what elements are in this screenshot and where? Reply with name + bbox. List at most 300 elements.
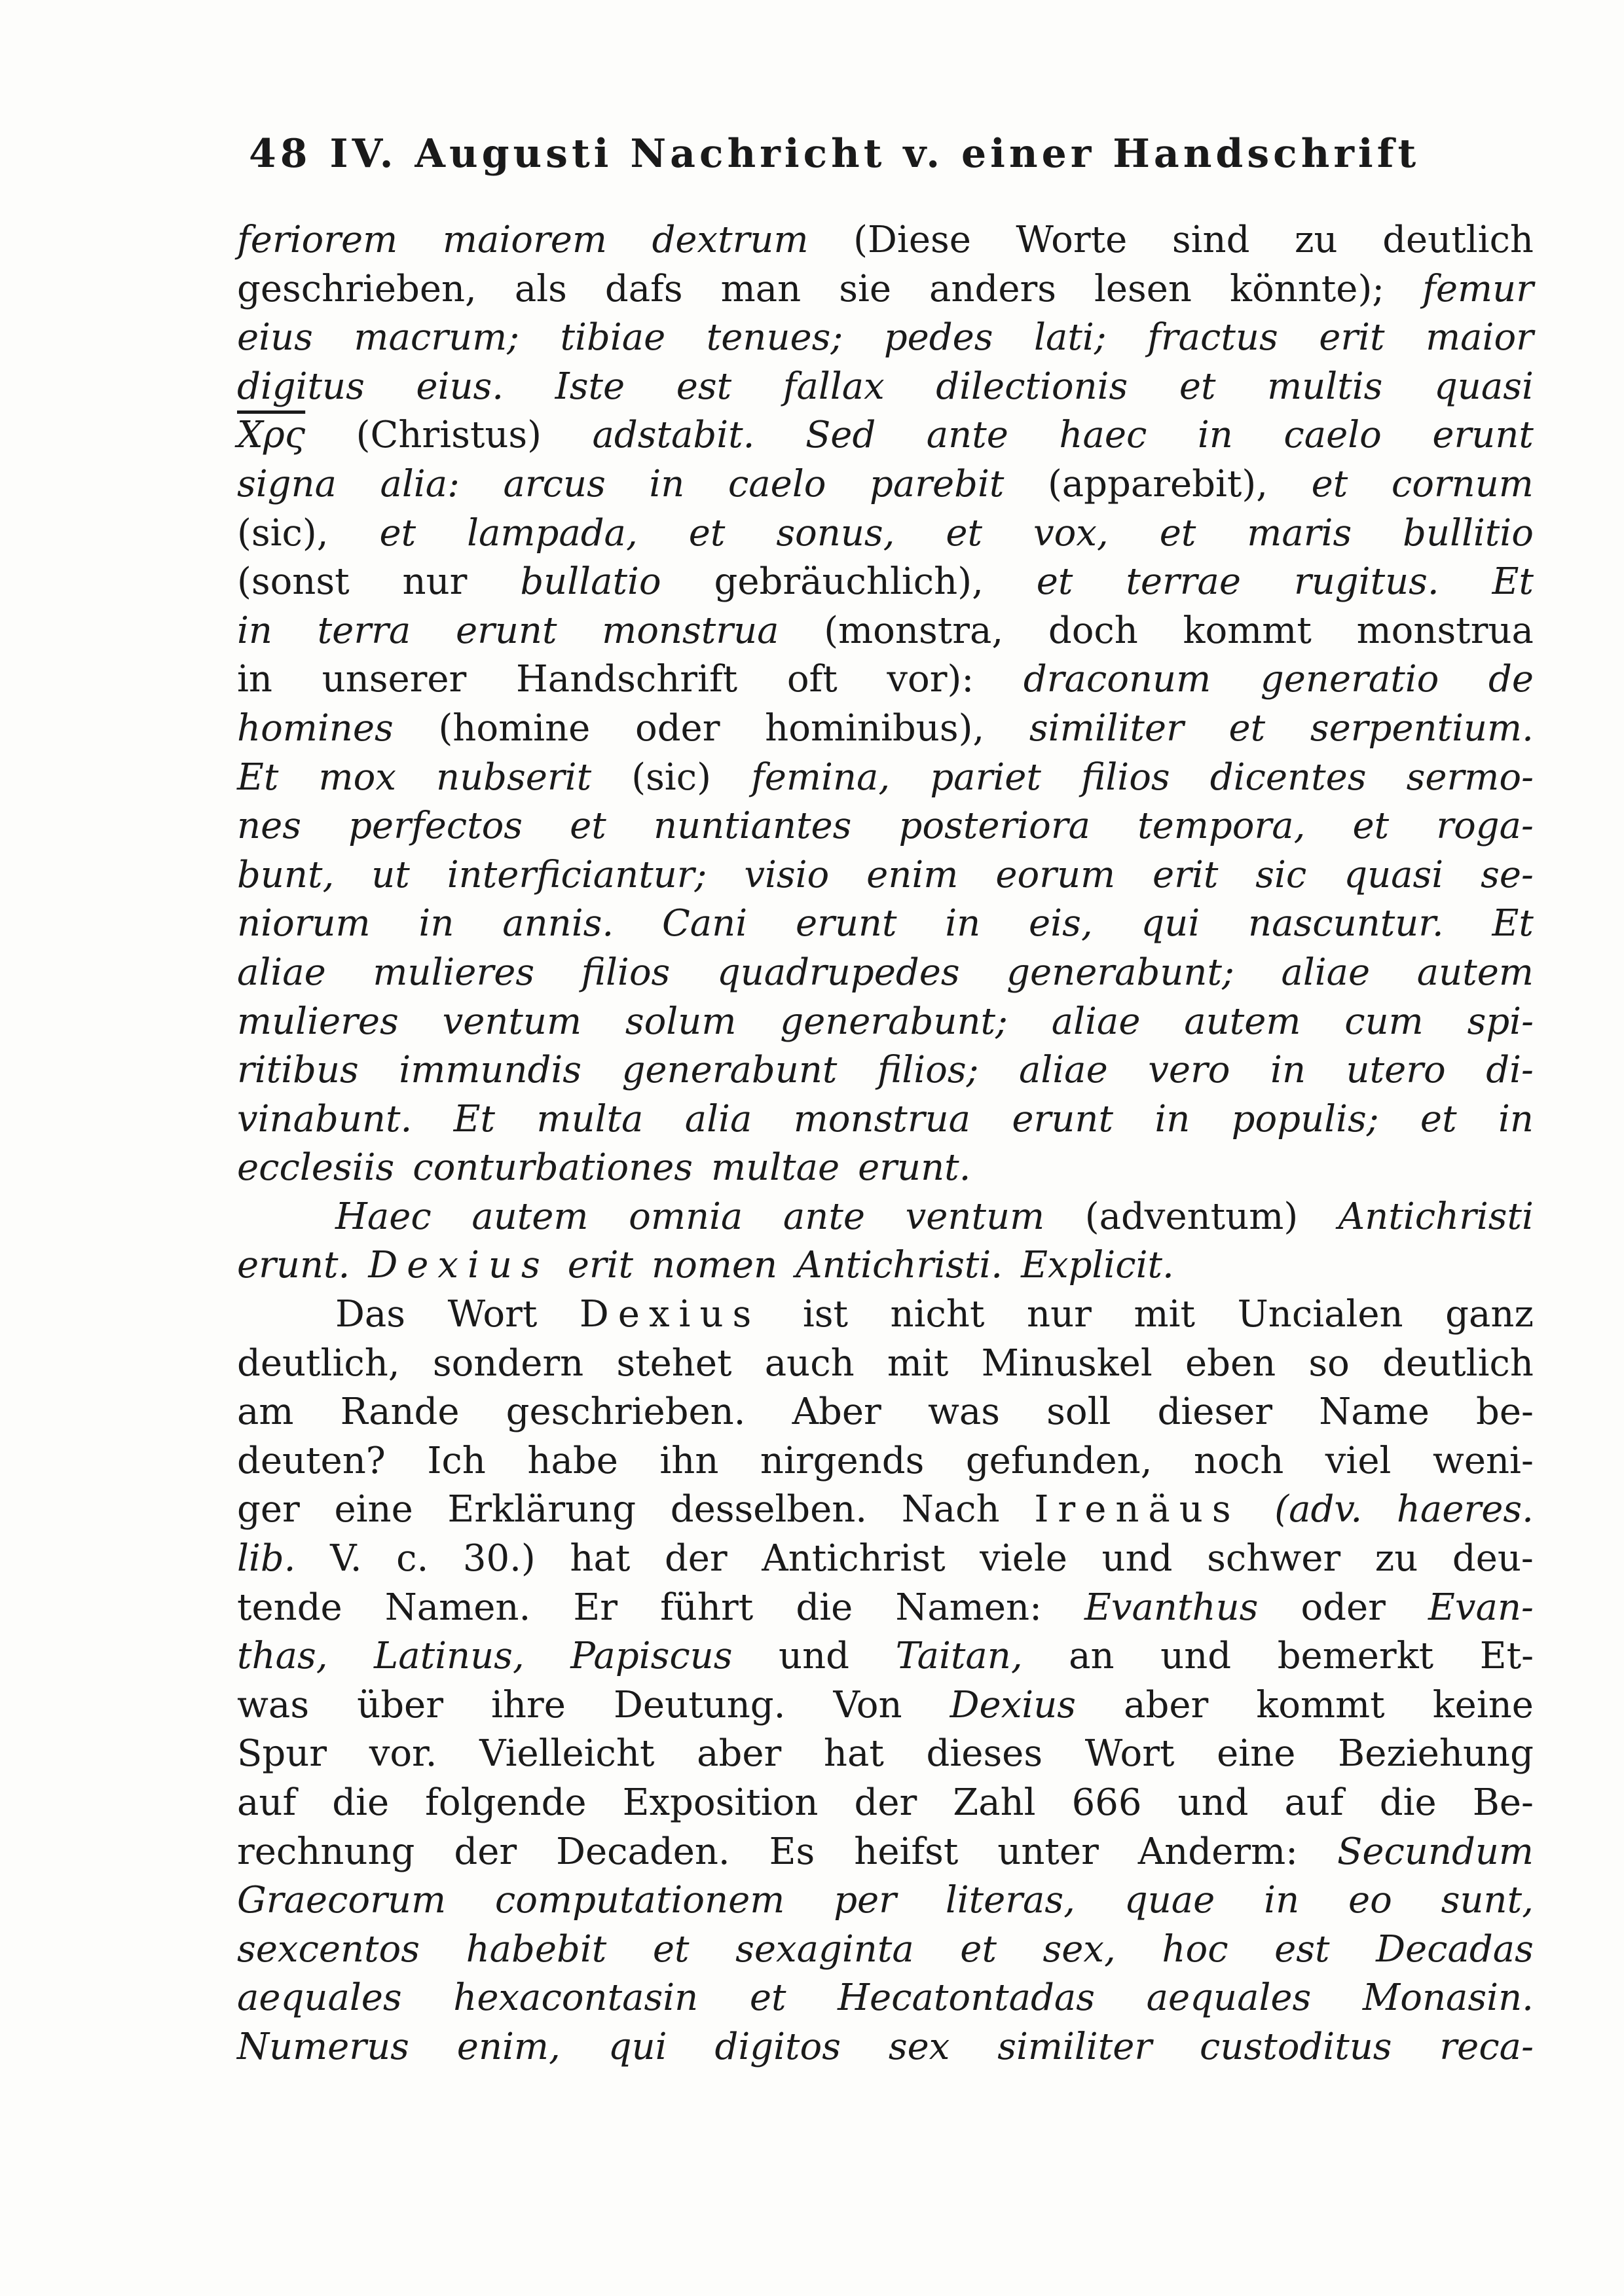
word: dieser bbox=[1157, 1391, 1273, 1434]
word: lesen bbox=[1094, 267, 1192, 310]
word: mulieres bbox=[237, 1000, 399, 1043]
word: eis, bbox=[1029, 902, 1093, 945]
word: nuntiantes bbox=[653, 805, 852, 848]
word: Erklärung bbox=[447, 1488, 637, 1531]
text-line bbox=[237, 1584, 1534, 1633]
word: vox, bbox=[1033, 511, 1109, 555]
word: tende bbox=[237, 1586, 342, 1629]
word: aliae bbox=[237, 951, 326, 994]
word: Zahl bbox=[953, 1781, 1036, 1824]
text-line bbox=[237, 460, 1534, 509]
word: vinabunt. bbox=[237, 1097, 413, 1140]
text-line bbox=[237, 1632, 1534, 1681]
word: spi- bbox=[1467, 1000, 1534, 1043]
word: solum bbox=[625, 1000, 737, 1043]
word: aliae bbox=[1281, 951, 1371, 994]
text-line bbox=[237, 998, 1534, 1047]
word: habebit bbox=[466, 1927, 607, 1971]
word: erunt bbox=[795, 902, 897, 945]
word: am bbox=[237, 1391, 294, 1434]
word: maris bbox=[1247, 511, 1352, 555]
word: ante bbox=[926, 414, 1008, 457]
word: et bbox=[1420, 1097, 1457, 1140]
word: ut bbox=[371, 853, 410, 896]
word: folgende bbox=[425, 1781, 587, 1824]
word: dafs bbox=[604, 267, 683, 310]
word: similiter bbox=[997, 2025, 1153, 2068]
word: multa bbox=[536, 1097, 644, 1140]
word: Wort bbox=[1084, 1732, 1175, 1776]
word: homines bbox=[237, 706, 394, 750]
word: terrae bbox=[1126, 560, 1242, 604]
word: in bbox=[418, 902, 454, 945]
word: enim, bbox=[456, 2025, 561, 2068]
word: Antichristi bbox=[1338, 1195, 1534, 1238]
text-line bbox=[237, 2023, 1534, 2072]
word: est bbox=[1274, 1927, 1330, 1971]
word: Explicit. bbox=[1021, 1244, 1174, 1287]
word: omnia bbox=[629, 1195, 743, 1238]
word: c. bbox=[396, 1537, 429, 1580]
word: Worte bbox=[1016, 219, 1128, 261]
word: generatio bbox=[1260, 658, 1439, 701]
text-line bbox=[237, 1779, 1534, 1828]
word: in bbox=[945, 902, 981, 945]
word: in bbox=[1270, 1049, 1306, 1092]
word: stehet bbox=[616, 1341, 732, 1385]
word: gefunden, bbox=[965, 1439, 1153, 1482]
text-line bbox=[237, 1437, 1534, 1486]
word: Et bbox=[1492, 560, 1534, 604]
word: kommt bbox=[1183, 609, 1312, 652]
word: deuten? bbox=[237, 1439, 386, 1482]
word: erunt. bbox=[237, 1244, 350, 1287]
word: et bbox=[688, 511, 726, 555]
word: et bbox=[1159, 511, 1196, 555]
word: eben bbox=[1185, 1341, 1276, 1385]
word: digitos bbox=[714, 2025, 841, 2068]
word: hominibus), bbox=[765, 706, 985, 750]
word: Papiscus bbox=[570, 1635, 733, 1678]
word: terra bbox=[317, 609, 411, 652]
word: maior bbox=[1426, 316, 1534, 359]
word: sonus, bbox=[776, 511, 895, 555]
header-title: IV. Augusti Nachricht v. einer Handschrift bbox=[329, 131, 1420, 177]
word: Deutung. bbox=[614, 1683, 786, 1726]
word: Aber bbox=[792, 1391, 881, 1434]
word: be- bbox=[1475, 1391, 1534, 1434]
word: vero bbox=[1148, 1049, 1230, 1092]
word: mit bbox=[1134, 1293, 1195, 1336]
word: 666 bbox=[1071, 1781, 1142, 1824]
page-number: 48 bbox=[249, 131, 312, 177]
word: dilectionis bbox=[936, 365, 1128, 408]
word: Cani bbox=[661, 902, 748, 945]
word: lib. bbox=[237, 1537, 296, 1580]
word: reca- bbox=[1439, 2025, 1534, 2068]
word: caelo bbox=[728, 462, 826, 505]
word: Vielleicht bbox=[479, 1732, 655, 1776]
word: Evanthus bbox=[1084, 1586, 1259, 1629]
word: Monasin. bbox=[1362, 1977, 1534, 2020]
word: generabunt bbox=[621, 1049, 838, 1092]
word: unserer bbox=[322, 658, 467, 701]
word: $\overline{X\rho\varsigma}$ bbox=[237, 414, 306, 457]
word: Decaden. bbox=[556, 1830, 730, 1873]
word: (adv. bbox=[1274, 1488, 1363, 1531]
word: erit bbox=[567, 1244, 634, 1287]
word: 30.) bbox=[462, 1537, 536, 1580]
word: Et bbox=[237, 756, 279, 799]
word: doch bbox=[1048, 609, 1138, 652]
word: sermo- bbox=[1406, 756, 1534, 799]
word: hat bbox=[823, 1732, 884, 1776]
word: in bbox=[237, 658, 272, 701]
word: posteriora bbox=[898, 805, 1091, 848]
word: niorum bbox=[237, 902, 371, 945]
word: multae bbox=[711, 1146, 840, 1190]
word: nascuntur. bbox=[1248, 902, 1444, 945]
word: deu- bbox=[1452, 1537, 1534, 1580]
word: nicht bbox=[890, 1293, 985, 1336]
word: tenues; bbox=[706, 316, 843, 359]
word: Et bbox=[453, 1097, 496, 1140]
word: deutlich bbox=[1382, 219, 1534, 261]
word: se- bbox=[1481, 853, 1534, 896]
word: haeres. bbox=[1396, 1488, 1534, 1531]
word: per bbox=[834, 1879, 896, 1922]
text-line bbox=[237, 1241, 1534, 1290]
word: und bbox=[1160, 1635, 1232, 1678]
word: (Diese bbox=[853, 219, 971, 261]
word: erit bbox=[1319, 316, 1385, 359]
word: nomen bbox=[652, 1244, 778, 1287]
word: sondern bbox=[432, 1341, 584, 1385]
word: interficiantur; bbox=[447, 853, 707, 896]
word: so bbox=[1308, 1341, 1350, 1385]
word: erit bbox=[1153, 853, 1219, 896]
word: Dexius bbox=[579, 1293, 761, 1336]
word: sex, bbox=[1043, 1927, 1116, 1971]
word: dicentes bbox=[1209, 756, 1367, 799]
word: femur bbox=[1422, 267, 1534, 310]
word: signa bbox=[237, 462, 337, 505]
text-line bbox=[237, 1290, 1534, 1339]
text-line bbox=[237, 754, 1534, 803]
word: habe bbox=[527, 1439, 618, 1482]
word: nur bbox=[1027, 1293, 1092, 1336]
word: Et bbox=[1492, 902, 1534, 945]
word: draconum bbox=[1023, 658, 1211, 701]
word: vor. bbox=[369, 1732, 437, 1776]
word: Beziehung bbox=[1338, 1732, 1534, 1776]
word: eine bbox=[1217, 1732, 1296, 1776]
word: eo bbox=[1348, 1879, 1392, 1922]
word: könnte); bbox=[1230, 267, 1385, 310]
word: schwer bbox=[1207, 1537, 1341, 1580]
word: enim bbox=[866, 853, 959, 896]
word: bullatio bbox=[520, 560, 661, 604]
word: quasi bbox=[1344, 853, 1444, 896]
word: quadrupedes bbox=[716, 951, 960, 994]
text-line bbox=[237, 1046, 1534, 1095]
word: sex bbox=[888, 2025, 950, 2068]
word: et bbox=[652, 1927, 690, 1971]
word: der bbox=[454, 1830, 517, 1873]
word: zu bbox=[1375, 1537, 1418, 1580]
word: desselben. bbox=[670, 1488, 868, 1531]
word: maiorem bbox=[442, 219, 607, 261]
word: di- bbox=[1486, 1049, 1534, 1092]
word: nirgends bbox=[760, 1439, 925, 1482]
word: rechnung bbox=[237, 1830, 415, 1873]
word: et bbox=[379, 511, 416, 555]
word: an bbox=[1069, 1635, 1115, 1678]
word: eine bbox=[334, 1488, 413, 1531]
word: geschrieben, bbox=[237, 267, 477, 310]
word: V. bbox=[330, 1537, 362, 1580]
word: parebit bbox=[869, 462, 1005, 505]
word: et bbox=[1311, 462, 1348, 505]
word: ist bbox=[802, 1293, 848, 1336]
word: populis; bbox=[1231, 1097, 1379, 1140]
word: hexacontasin bbox=[453, 1977, 699, 2020]
word: utero bbox=[1346, 1049, 1446, 1092]
word: mit bbox=[887, 1341, 949, 1385]
word: Secundum bbox=[1337, 1830, 1534, 1873]
word: ritibus bbox=[237, 1049, 359, 1092]
word: erunt bbox=[1012, 1097, 1113, 1140]
word: et bbox=[570, 805, 606, 848]
word: kommt bbox=[1256, 1683, 1385, 1726]
word: caelo bbox=[1283, 414, 1382, 457]
text-line bbox=[237, 1681, 1534, 1730]
word: (Christus) bbox=[356, 414, 542, 457]
word: et bbox=[1352, 805, 1390, 848]
word: erunt bbox=[455, 609, 557, 652]
word: Dexius bbox=[368, 1244, 549, 1287]
word: similiter bbox=[1029, 706, 1184, 750]
word: Be- bbox=[1472, 1781, 1534, 1824]
word: ventum bbox=[442, 1000, 582, 1043]
word: ger bbox=[237, 1488, 300, 1531]
word: sic bbox=[1255, 853, 1307, 896]
word: est bbox=[676, 365, 732, 408]
word: eius bbox=[237, 316, 313, 359]
word: hat bbox=[570, 1537, 631, 1580]
word: Iste bbox=[555, 365, 625, 408]
word: soll bbox=[1046, 1391, 1111, 1434]
word: Uncialen bbox=[1237, 1293, 1403, 1336]
word: monstrua bbox=[1356, 609, 1534, 652]
text-line bbox=[237, 1339, 1534, 1389]
text-line bbox=[237, 1144, 1534, 1193]
word: digitus bbox=[237, 365, 365, 408]
word: ganz bbox=[1445, 1293, 1534, 1336]
word: Numerus bbox=[237, 2025, 409, 2068]
word: Anderm: bbox=[1137, 1830, 1299, 1873]
word: pariet bbox=[930, 756, 1041, 799]
word: oder bbox=[635, 706, 720, 750]
word: oft bbox=[786, 658, 838, 701]
word: qui bbox=[608, 2025, 667, 2068]
word: filios bbox=[581, 951, 671, 994]
word: Das bbox=[335, 1293, 406, 1336]
word: qui bbox=[1141, 902, 1200, 945]
text-line bbox=[237, 1535, 1534, 1584]
word: alia bbox=[684, 1097, 752, 1140]
word: anders bbox=[929, 267, 1056, 310]
word: Dexius bbox=[950, 1683, 1076, 1726]
word: unter bbox=[997, 1830, 1099, 1873]
word: quasi bbox=[1433, 365, 1534, 408]
word: oder bbox=[1301, 1586, 1386, 1629]
word: Evan- bbox=[1428, 1586, 1534, 1629]
word: femina, bbox=[751, 756, 891, 799]
word: monstrua bbox=[793, 1097, 971, 1140]
word: lati; bbox=[1034, 316, 1107, 359]
word: Decadas bbox=[1376, 1927, 1534, 1971]
word: Antichristi. bbox=[796, 1244, 1003, 1287]
word: auf bbox=[1284, 1781, 1344, 1824]
word: heifst bbox=[854, 1830, 959, 1873]
word: adstabit. bbox=[592, 414, 755, 457]
body-text bbox=[237, 216, 1534, 2072]
word: Wort bbox=[447, 1293, 538, 1336]
text-line bbox=[237, 900, 1534, 949]
word: Taitan, bbox=[895, 1635, 1023, 1678]
word: sexaginta bbox=[735, 1927, 914, 1971]
word: in bbox=[649, 462, 685, 505]
word: dieses bbox=[926, 1732, 1043, 1776]
word: nes bbox=[237, 805, 301, 848]
text-line bbox=[237, 265, 1534, 314]
word: arcus bbox=[503, 462, 606, 505]
word: aliae bbox=[1018, 1049, 1108, 1092]
word: in bbox=[1498, 1097, 1534, 1140]
word: fractus bbox=[1147, 316, 1278, 359]
text-line bbox=[237, 949, 1534, 998]
word: Nach bbox=[901, 1488, 1000, 1531]
word: feriorem bbox=[237, 219, 398, 261]
word: in bbox=[1197, 414, 1233, 457]
word: Es bbox=[769, 1830, 815, 1873]
word: nubserit bbox=[436, 756, 592, 799]
text-line bbox=[237, 1485, 1534, 1535]
word: Von bbox=[833, 1683, 902, 1726]
word: erunt. bbox=[858, 1146, 971, 1190]
word: annis. bbox=[502, 902, 614, 945]
word: Namen. bbox=[384, 1586, 531, 1629]
word: aliae bbox=[1051, 1000, 1141, 1043]
word: thas, bbox=[237, 1635, 328, 1678]
word: gebräuchlich), bbox=[714, 560, 984, 604]
word: filios bbox=[1081, 756, 1170, 799]
word: viel bbox=[1325, 1439, 1392, 1482]
word: Haec bbox=[335, 1195, 432, 1238]
word: conturbationes bbox=[413, 1146, 693, 1190]
word: aber bbox=[697, 1732, 782, 1776]
word: (sic) bbox=[631, 756, 711, 799]
word: immundis bbox=[399, 1049, 582, 1092]
word: autem bbox=[1184, 1000, 1301, 1043]
word: in bbox=[237, 609, 272, 652]
word: haec bbox=[1059, 414, 1147, 457]
word: eius. bbox=[416, 365, 504, 408]
word: ventum bbox=[905, 1195, 1045, 1238]
word: auch bbox=[764, 1341, 855, 1385]
text-line bbox=[237, 1828, 1534, 1877]
word: aber bbox=[1124, 1683, 1209, 1726]
word: Name bbox=[1319, 1391, 1430, 1434]
word: Minuskel bbox=[981, 1341, 1153, 1385]
word: generabunt; bbox=[780, 1000, 1008, 1043]
word: Sed bbox=[805, 414, 876, 457]
word: vor): bbox=[887, 658, 974, 701]
word: monstrua bbox=[602, 609, 779, 652]
word: Graecorum bbox=[237, 1879, 447, 1922]
text-line bbox=[237, 704, 1534, 754]
text-line bbox=[237, 1730, 1534, 1779]
text-line bbox=[237, 851, 1534, 900]
word: pedes bbox=[883, 316, 993, 359]
word: (apparebit), bbox=[1047, 462, 1268, 505]
word: hoc bbox=[1162, 1927, 1228, 1971]
word: was bbox=[237, 1683, 310, 1726]
word: sexcentos bbox=[237, 1927, 420, 1971]
text-line bbox=[237, 1974, 1534, 2023]
word: Handschrift bbox=[515, 658, 738, 701]
word: serpentium. bbox=[1310, 706, 1534, 750]
word: Rande bbox=[340, 1391, 460, 1434]
text-line bbox=[237, 1193, 1534, 1242]
text-line bbox=[237, 1925, 1534, 1975]
word: autem bbox=[1416, 951, 1534, 994]
word: et bbox=[749, 1977, 786, 2020]
word: de bbox=[1488, 658, 1534, 701]
word: mox bbox=[318, 756, 396, 799]
word: ecclesiis bbox=[237, 1146, 395, 1190]
word: die bbox=[796, 1586, 853, 1629]
word: Hecatontadas bbox=[838, 1977, 1096, 2020]
text-line bbox=[237, 1095, 1534, 1144]
word: mulieres bbox=[373, 951, 535, 994]
word: filios; bbox=[877, 1049, 979, 1092]
text-line bbox=[237, 655, 1534, 704]
word: deutlich, bbox=[237, 1341, 400, 1385]
word: man bbox=[720, 267, 802, 310]
word: computationem bbox=[494, 1879, 785, 1922]
text-line bbox=[237, 558, 1534, 607]
word: bunt, bbox=[237, 853, 335, 896]
word: Namen: bbox=[895, 1586, 1042, 1629]
word: Latinus, bbox=[374, 1635, 525, 1678]
word: (sonst bbox=[237, 560, 350, 604]
word: aequales bbox=[237, 1977, 402, 2020]
word: aequales bbox=[1146, 1977, 1312, 2020]
word: und bbox=[1177, 1781, 1249, 1824]
word: eorum bbox=[995, 853, 1116, 896]
word: et bbox=[1228, 706, 1266, 750]
word: bemerkt bbox=[1277, 1635, 1434, 1678]
word: noch bbox=[1194, 1439, 1284, 1482]
word: literas, bbox=[945, 1879, 1075, 1922]
word: perfectos bbox=[348, 805, 523, 848]
word: ante bbox=[783, 1195, 866, 1238]
word: multis bbox=[1267, 365, 1383, 408]
word: autem bbox=[471, 1195, 589, 1238]
word: über bbox=[357, 1683, 443, 1726]
